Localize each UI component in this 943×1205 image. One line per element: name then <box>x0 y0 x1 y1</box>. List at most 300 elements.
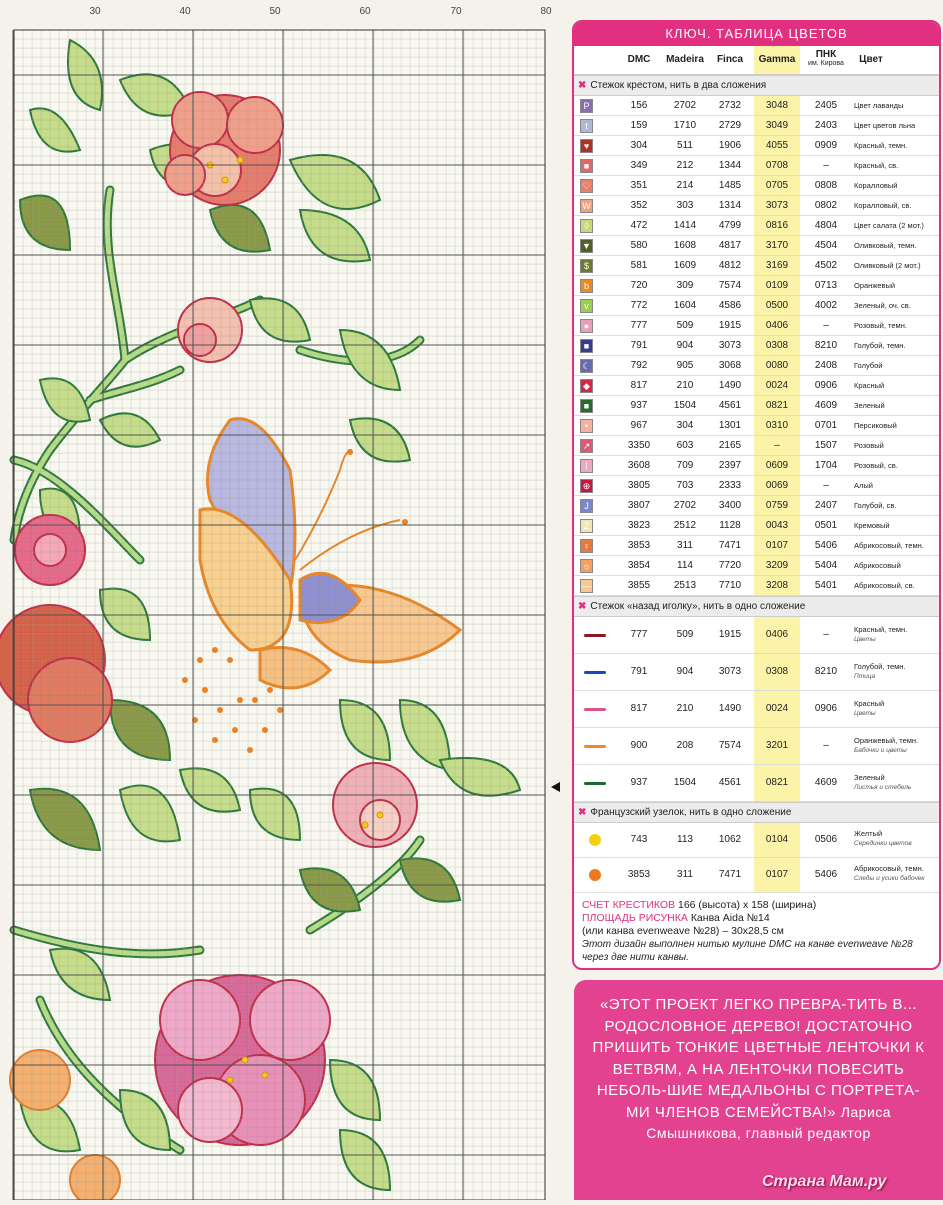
color-usage: Цветы <box>854 710 876 717</box>
axis-tick-label: 50 <box>269 6 281 17</box>
cell-dmc: 580 <box>630 240 648 251</box>
color-name <box>854 96 903 115</box>
cell-dmc: 304 <box>630 140 648 151</box>
backstitch-section-label: Стежок «назад иголку», нить в одно сложение <box>590 601 806 612</box>
key-row <box>574 136 939 156</box>
cell-madeira: 311 <box>677 869 693 880</box>
cell-finca: 7574 <box>718 740 742 751</box>
stitch-count-value: 166 (высота) x 158 (ширина) <box>677 899 817 911</box>
cell-finca: 3068 <box>718 360 742 371</box>
cell-dmc: 581 <box>630 260 648 271</box>
stitch-symbol-icon: ■ <box>580 399 593 413</box>
backstitch-line-icon <box>584 671 606 674</box>
key-row <box>574 356 939 376</box>
french-knot-dot-icon <box>589 869 601 881</box>
cell-pnk: 2407 <box>814 500 838 511</box>
cell-gamma: 3201 <box>754 728 800 764</box>
color-name <box>854 476 873 495</box>
key-row <box>574 496 939 516</box>
color-name-text: Абрикосовый <box>854 561 901 570</box>
stitch-symbol-icon: P <box>580 99 593 113</box>
color-name <box>854 236 916 255</box>
backstitch-rows <box>574 617 939 802</box>
cell-dmc: 937 <box>630 400 648 411</box>
cell-pnk: 0906 <box>814 380 838 391</box>
key-row <box>574 296 939 316</box>
cell-finca: 7471 <box>718 869 742 880</box>
stitch-symbol-icon: b <box>580 279 593 293</box>
cell-gamma: 0104 <box>754 823 800 857</box>
cell-pnk: 8210 <box>814 666 838 677</box>
quote-author: Лариса Смышникова, главный редактор <box>646 1103 892 1141</box>
stitch-symbol-icon: $ <box>580 259 593 273</box>
key-row <box>574 728 939 765</box>
cross-icon: ✖ <box>578 80 587 91</box>
cell-finca: 4799 <box>718 220 742 231</box>
french-knot-rows <box>574 823 939 893</box>
backstitch-section <box>574 596 939 617</box>
cell-pnk: 0713 <box>814 280 838 291</box>
color-name-text: Абрикосовый, темн. <box>854 864 924 873</box>
cell-gamma: 0759 <box>754 496 800 515</box>
cell-dmc: 3854 <box>627 560 651 571</box>
cell-dmc: 967 <box>630 420 648 431</box>
cell-finca: 3073 <box>718 340 742 351</box>
color-name <box>854 296 911 315</box>
color-name-text: Персиковый <box>854 421 897 430</box>
color-name <box>854 625 907 645</box>
cross-stitch-section <box>574 75 939 96</box>
cell-dmc: 3855 <box>627 580 651 591</box>
cell-gamma: 0308 <box>754 336 800 355</box>
design-area-label: ПЛОЩАДЬ РИСУНКА <box>582 912 688 924</box>
cell-madeira: 2702 <box>673 100 697 111</box>
cell-pnk: 4504 <box>814 240 838 251</box>
color-key-panel <box>572 20 941 970</box>
cell-gamma: 0821 <box>754 396 800 415</box>
color-name <box>854 216 924 235</box>
cell-dmc: 743 <box>630 834 648 845</box>
color-name <box>854 516 890 535</box>
cell-gamma: 0310 <box>754 416 800 435</box>
cell-gamma: 3209 <box>754 556 800 575</box>
stitch-count <box>582 899 931 912</box>
color-usage: Следы и усики бабочек <box>854 875 925 882</box>
key-row <box>574 858 939 893</box>
cell-pnk: 2403 <box>814 120 838 131</box>
cell-dmc: 352 <box>630 200 648 211</box>
cell-dmc: 3853 <box>627 540 651 551</box>
stitch-symbol-icon: ● <box>580 319 593 333</box>
color-name-text: Голубой, темн. <box>854 662 906 671</box>
stitch-symbol-icon: ■ <box>580 159 593 173</box>
color-name <box>854 276 895 295</box>
key-row <box>574 576 939 596</box>
color-name <box>854 156 898 175</box>
cell-madeira: 2513 <box>673 580 697 591</box>
cell-dmc: 472 <box>630 220 648 231</box>
color-name-text: Абрикосовый, темн. <box>854 541 924 550</box>
color-name <box>854 336 906 355</box>
cell-dmc: 351 <box>630 180 648 191</box>
color-name <box>854 196 911 215</box>
cell-finca: 4561 <box>718 777 742 788</box>
color-name-text: Зеленый <box>854 773 885 782</box>
backstitch-line-icon <box>584 782 606 785</box>
cell-madeira: 1608 <box>673 240 697 251</box>
cell-pnk: 2405 <box>814 100 838 111</box>
cell-pnk: 0909 <box>814 140 838 151</box>
cell-gamma: – <box>754 436 800 455</box>
color-name <box>854 356 882 375</box>
cell-finca: 2732 <box>718 100 742 111</box>
design-area-alt: (или канва evenweave №28) – 30x28,5 см <box>582 925 784 937</box>
cell-finca: 2729 <box>718 120 742 131</box>
stitch-symbol-icon: W <box>580 199 593 213</box>
color-name-text: Кремовый <box>854 521 890 530</box>
color-name-text: Цвет салата (2 мот.) <box>854 221 924 230</box>
cell-dmc: 349 <box>630 160 648 171</box>
cell-finca: 3400 <box>718 500 742 511</box>
cell-finca: 1344 <box>718 160 742 171</box>
cell-finca: 1301 <box>718 420 742 431</box>
color-name-text: Красный, св. <box>854 161 899 170</box>
cell-madeira: 208 <box>676 740 694 751</box>
cell-gamma: 0705 <box>754 176 800 195</box>
cell-madeira: 1504 <box>673 400 697 411</box>
cell-gamma: 0080 <box>754 356 800 375</box>
cell-dmc: 777 <box>630 320 648 331</box>
cell-pnk: 8210 <box>814 340 838 351</box>
color-name <box>854 136 907 155</box>
center-marker-arrow <box>551 782 560 792</box>
color-name <box>854 396 885 415</box>
cell-dmc: 3350 <box>627 440 651 451</box>
cell-gamma: 0107 <box>754 536 800 555</box>
header-dmc: DMC <box>627 54 651 65</box>
color-name <box>854 456 898 475</box>
cell-madeira: 709 <box>676 460 694 471</box>
cell-dmc: 159 <box>630 120 648 131</box>
color-name <box>854 829 912 849</box>
cell-pnk: 2408 <box>814 360 838 371</box>
key-row <box>574 617 939 654</box>
cell-gamma: 3169 <box>754 256 800 275</box>
cell-gamma: 3049 <box>754 116 800 135</box>
cell-finca: 7574 <box>718 280 742 291</box>
color-usage: Птица <box>854 673 876 680</box>
key-row <box>574 376 939 396</box>
stitch-symbol-icon: ◊ <box>580 219 593 233</box>
design-area <box>582 912 931 925</box>
cell-madeira: 214 <box>676 180 694 191</box>
key-row <box>574 116 939 136</box>
cell-gamma: 0109 <box>754 276 800 295</box>
header-pnk-label: ПНК <box>815 49 837 60</box>
color-usage: Серединки цветов <box>854 840 912 847</box>
color-name <box>854 436 884 455</box>
axis-tick-label: 80 <box>540 6 552 17</box>
color-name-text: Красный, темн. <box>854 141 908 150</box>
color-name-text: Алый <box>854 481 873 490</box>
color-name-text: Розовый, св. <box>854 461 898 470</box>
axis-tick-label: 40 <box>179 6 191 17</box>
cell-madeira: 2512 <box>673 520 697 531</box>
stitch-symbol-icon: • <box>580 419 593 433</box>
color-name <box>854 576 915 595</box>
stitch-symbol-icon: ♀ <box>580 539 593 553</box>
color-usage: Цветы <box>854 636 876 643</box>
cell-dmc: 900 <box>630 740 648 751</box>
cell-finca: 4561 <box>718 400 742 411</box>
cell-dmc: 3805 <box>627 480 651 491</box>
french-knot-section-label: Французский узелок, нить в одно сложение <box>590 807 792 818</box>
cell-finca: 1128 <box>719 520 741 531</box>
color-name <box>854 736 918 756</box>
key-row <box>574 456 939 476</box>
color-name-text: Желтый <box>854 829 883 838</box>
cell-madeira: 304 <box>676 420 694 431</box>
color-name-text: Розовый <box>854 441 884 450</box>
stitch-symbol-icon: ♥ <box>580 139 593 153</box>
color-usage: Бабочки и цветы <box>854 747 907 754</box>
cell-pnk: 0802 <box>814 200 838 211</box>
cell-madeira: 1504 <box>673 777 697 788</box>
header-gamma: Gamma <box>754 46 800 74</box>
french-knot-dot-icon <box>589 834 601 846</box>
color-name-text: Цвет цветов льна <box>854 121 916 130</box>
cell-pnk: 0906 <box>814 703 838 714</box>
key-row <box>574 823 939 858</box>
color-name <box>854 416 897 435</box>
cell-gamma: 3048 <box>754 96 800 115</box>
cell-gamma: 0024 <box>754 691 800 727</box>
color-name <box>854 699 884 719</box>
key-row <box>574 396 939 416</box>
cell-madeira: 904 <box>676 666 694 677</box>
color-name-text: Зеленый <box>854 401 885 410</box>
stitch-symbol-icon: ♡ <box>580 179 593 193</box>
header-finca: Finca <box>716 54 744 65</box>
cell-gamma: 0024 <box>754 376 800 395</box>
stitch-symbol-icon: — <box>582 581 591 591</box>
cell-finca: 7471 <box>718 540 742 551</box>
editor-quote <box>574 980 943 1200</box>
color-name-text: Красный <box>854 381 885 390</box>
cell-pnk: 1507 <box>814 440 838 451</box>
color-name-text: Оранжевый <box>854 281 896 290</box>
cell-gamma: 0708 <box>754 156 800 175</box>
color-name <box>854 773 911 793</box>
cell-gamma: 0043 <box>754 516 800 535</box>
color-name-text: Коралловый <box>854 181 898 190</box>
cell-madeira: 114 <box>677 560 693 571</box>
cell-finca: 1062 <box>718 834 742 845</box>
stitch-symbol-icon: J <box>580 499 593 513</box>
cell-finca: 1490 <box>718 380 742 391</box>
cell-dmc: 777 <box>630 629 648 640</box>
color-name <box>854 864 924 884</box>
cell-madeira: 311 <box>677 540 693 551</box>
cell-madeira: 1609 <box>673 260 697 271</box>
cell-gamma: 3170 <box>754 236 800 255</box>
stitch-symbol-icon: ☾ <box>580 359 593 373</box>
color-name <box>854 256 921 275</box>
key-row <box>574 765 939 802</box>
cell-pnk: 5404 <box>814 560 838 571</box>
stitch-symbol-icon: ▼ <box>580 239 593 253</box>
cell-gamma: 0308 <box>754 654 800 690</box>
cell-pnk: – <box>823 480 829 491</box>
cell-madeira: 303 <box>676 200 694 211</box>
cell-gamma: 3208 <box>754 576 800 595</box>
cell-dmc: 3823 <box>627 520 651 531</box>
stitch-symbol-icon: ⊕ <box>580 479 593 493</box>
cell-madeira: 905 <box>676 360 694 371</box>
color-name <box>854 496 896 515</box>
color-name-text: Оливковый (2 мот.) <box>854 261 921 270</box>
color-name-text: Коралловый, св. <box>854 201 912 210</box>
cell-dmc: 3853 <box>627 869 651 880</box>
header-color: Цвет <box>859 54 883 65</box>
color-name-text: Зеленый, оч. св. <box>854 301 911 310</box>
cell-pnk: 4609 <box>814 400 838 411</box>
cell-dmc: 937 <box>630 777 648 788</box>
cell-finca: 1915 <box>718 320 742 331</box>
cell-madeira: 603 <box>676 440 694 451</box>
key-row <box>574 256 939 276</box>
cell-madeira: 212 <box>676 160 694 171</box>
cell-madeira: 210 <box>676 380 694 391</box>
cell-pnk: 5401 <box>814 580 838 591</box>
header-pnk-sub: им. Кирова <box>808 60 844 67</box>
stitch-symbol-icon: ☼ <box>580 559 593 573</box>
color-name <box>854 316 907 335</box>
stitch-symbol-icon: ■ <box>580 339 593 353</box>
key-row <box>574 276 939 296</box>
cell-dmc: 156 <box>630 100 648 111</box>
cell-madeira: 509 <box>676 320 694 331</box>
stitch-count-label: СЧЕТ КРЕСТИКОВ <box>582 899 676 911</box>
key-row <box>574 336 939 356</box>
cell-finca: 1314 <box>718 200 742 211</box>
cell-dmc: 791 <box>630 340 648 351</box>
axis-tick-label: 70 <box>450 6 462 17</box>
cell-madeira: 511 <box>677 140 693 151</box>
cell-pnk: 4804 <box>814 220 838 231</box>
french-knot-section <box>574 802 939 823</box>
stitch-symbol-icon: ↗ <box>580 439 593 453</box>
cell-gamma: 0609 <box>754 456 800 475</box>
cell-madeira: 210 <box>676 703 694 714</box>
stitch-symbol-icon: ◆ <box>580 379 593 393</box>
color-name-text: Оливковый, темн. <box>854 241 917 250</box>
cell-pnk: 0808 <box>814 180 838 191</box>
cell-finca: 7720 <box>718 560 742 571</box>
cell-madeira: 1604 <box>673 300 697 311</box>
color-name-text: Абрикосовый, св. <box>854 581 915 590</box>
axis-tick-label: 60 <box>359 6 371 17</box>
cell-madeira: 2702 <box>673 500 697 511</box>
cell-finca: 7710 <box>718 580 742 591</box>
key-row <box>574 316 939 336</box>
cell-dmc: 720 <box>630 280 648 291</box>
color-name <box>854 176 897 195</box>
color-name-text: Розовый, темн. <box>854 321 907 330</box>
cell-dmc: 792 <box>630 360 648 371</box>
color-name <box>854 536 924 555</box>
stitch-symbol-icon: t <box>580 119 593 133</box>
color-name-text: Оранжевый, темн. <box>854 736 919 745</box>
color-name-text: Голубой <box>854 361 883 370</box>
cell-gamma: 0107 <box>754 858 800 892</box>
cell-dmc: 772 <box>630 300 648 311</box>
cell-madeira: 904 <box>676 340 694 351</box>
color-name <box>854 376 884 395</box>
key-row <box>574 156 939 176</box>
cross-icon: ✖ <box>578 807 587 818</box>
key-row <box>574 436 939 456</box>
cell-gamma: 0406 <box>754 617 800 653</box>
cell-finca: 2333 <box>718 480 742 491</box>
cell-gamma: 0069 <box>754 476 800 495</box>
cell-finca: 2397 <box>718 460 742 471</box>
cell-gamma: 0821 <box>754 765 800 801</box>
key-title: КЛЮЧ. ТАБЛИЦА ЦВЕТОВ <box>574 22 939 46</box>
cell-pnk: 0501 <box>814 520 838 531</box>
key-row <box>574 236 939 256</box>
cell-finca: 2165 <box>718 440 742 451</box>
axis-tick-label: 30 <box>89 6 101 17</box>
design-area-value: Канва Aida №14 <box>690 912 770 924</box>
header-madeira: Madeira <box>666 54 704 65</box>
cell-dmc: 791 <box>630 666 648 677</box>
color-name <box>854 116 915 135</box>
backstitch-line-icon <box>584 634 606 637</box>
cell-gamma: 0500 <box>754 296 800 315</box>
color-name-text: Красный <box>854 699 885 708</box>
backstitch-line-icon <box>584 708 606 711</box>
cell-madeira: 703 <box>676 480 694 491</box>
cell-finca: 1490 <box>718 703 742 714</box>
color-name <box>854 556 901 575</box>
design-note: Этот дизайн выполнен нитью мулине DMC на канве evenweave №28 через две нити канвы. <box>582 939 913 963</box>
color-usage: Листья и стебель <box>854 784 912 791</box>
cell-gamma: 4055 <box>754 136 800 155</box>
cell-madeira: 1710 <box>673 120 697 131</box>
cell-finca: 4586 <box>718 300 742 311</box>
key-header-row <box>574 46 939 75</box>
stitch-symbol-icon: v <box>580 299 593 313</box>
cell-pnk: 5406 <box>814 540 838 551</box>
cell-madeira: 309 <box>676 280 694 291</box>
key-row <box>574 556 939 576</box>
color-name-text: Голубой, темн. <box>854 341 906 350</box>
key-row <box>574 176 939 196</box>
cell-pnk: – <box>823 320 829 331</box>
key-row <box>574 216 939 236</box>
cell-madeira: 113 <box>677 834 693 845</box>
cell-finca: 1915 <box>718 629 742 640</box>
cell-pnk: 4609 <box>814 777 838 788</box>
cell-pnk: 4502 <box>814 260 838 271</box>
quote-text: «ЭТОТ ПРОЕКТ ЛЕГКО ПРЕВРА-ТИТЬ В... РОДОСЛОВНОЕ ДЕРЕВО! ДОСТАТОЧНО ПРИШИТЬ ТОНКИЕ ЦВЕТНЫЕ ЛЕНТОЧКИ К ВЕТВЯМ, А НА ЛЕНТОЧКИ ПОВЕСИТЬ НЕБОЛЬ-ШИЕ МЕДАЛЬОНЫ С ПОРТРЕТА-МИ ЧЛЕНОВ СЕМЕЙСТВА!» <box>592 996 925 1121</box>
cell-pnk: 4002 <box>814 300 838 311</box>
color-name-text: Красный, темн. <box>854 625 908 634</box>
stitch-symbol-icon: I <box>580 459 593 473</box>
cell-madeira: 509 <box>676 629 694 640</box>
key-row <box>574 476 939 496</box>
